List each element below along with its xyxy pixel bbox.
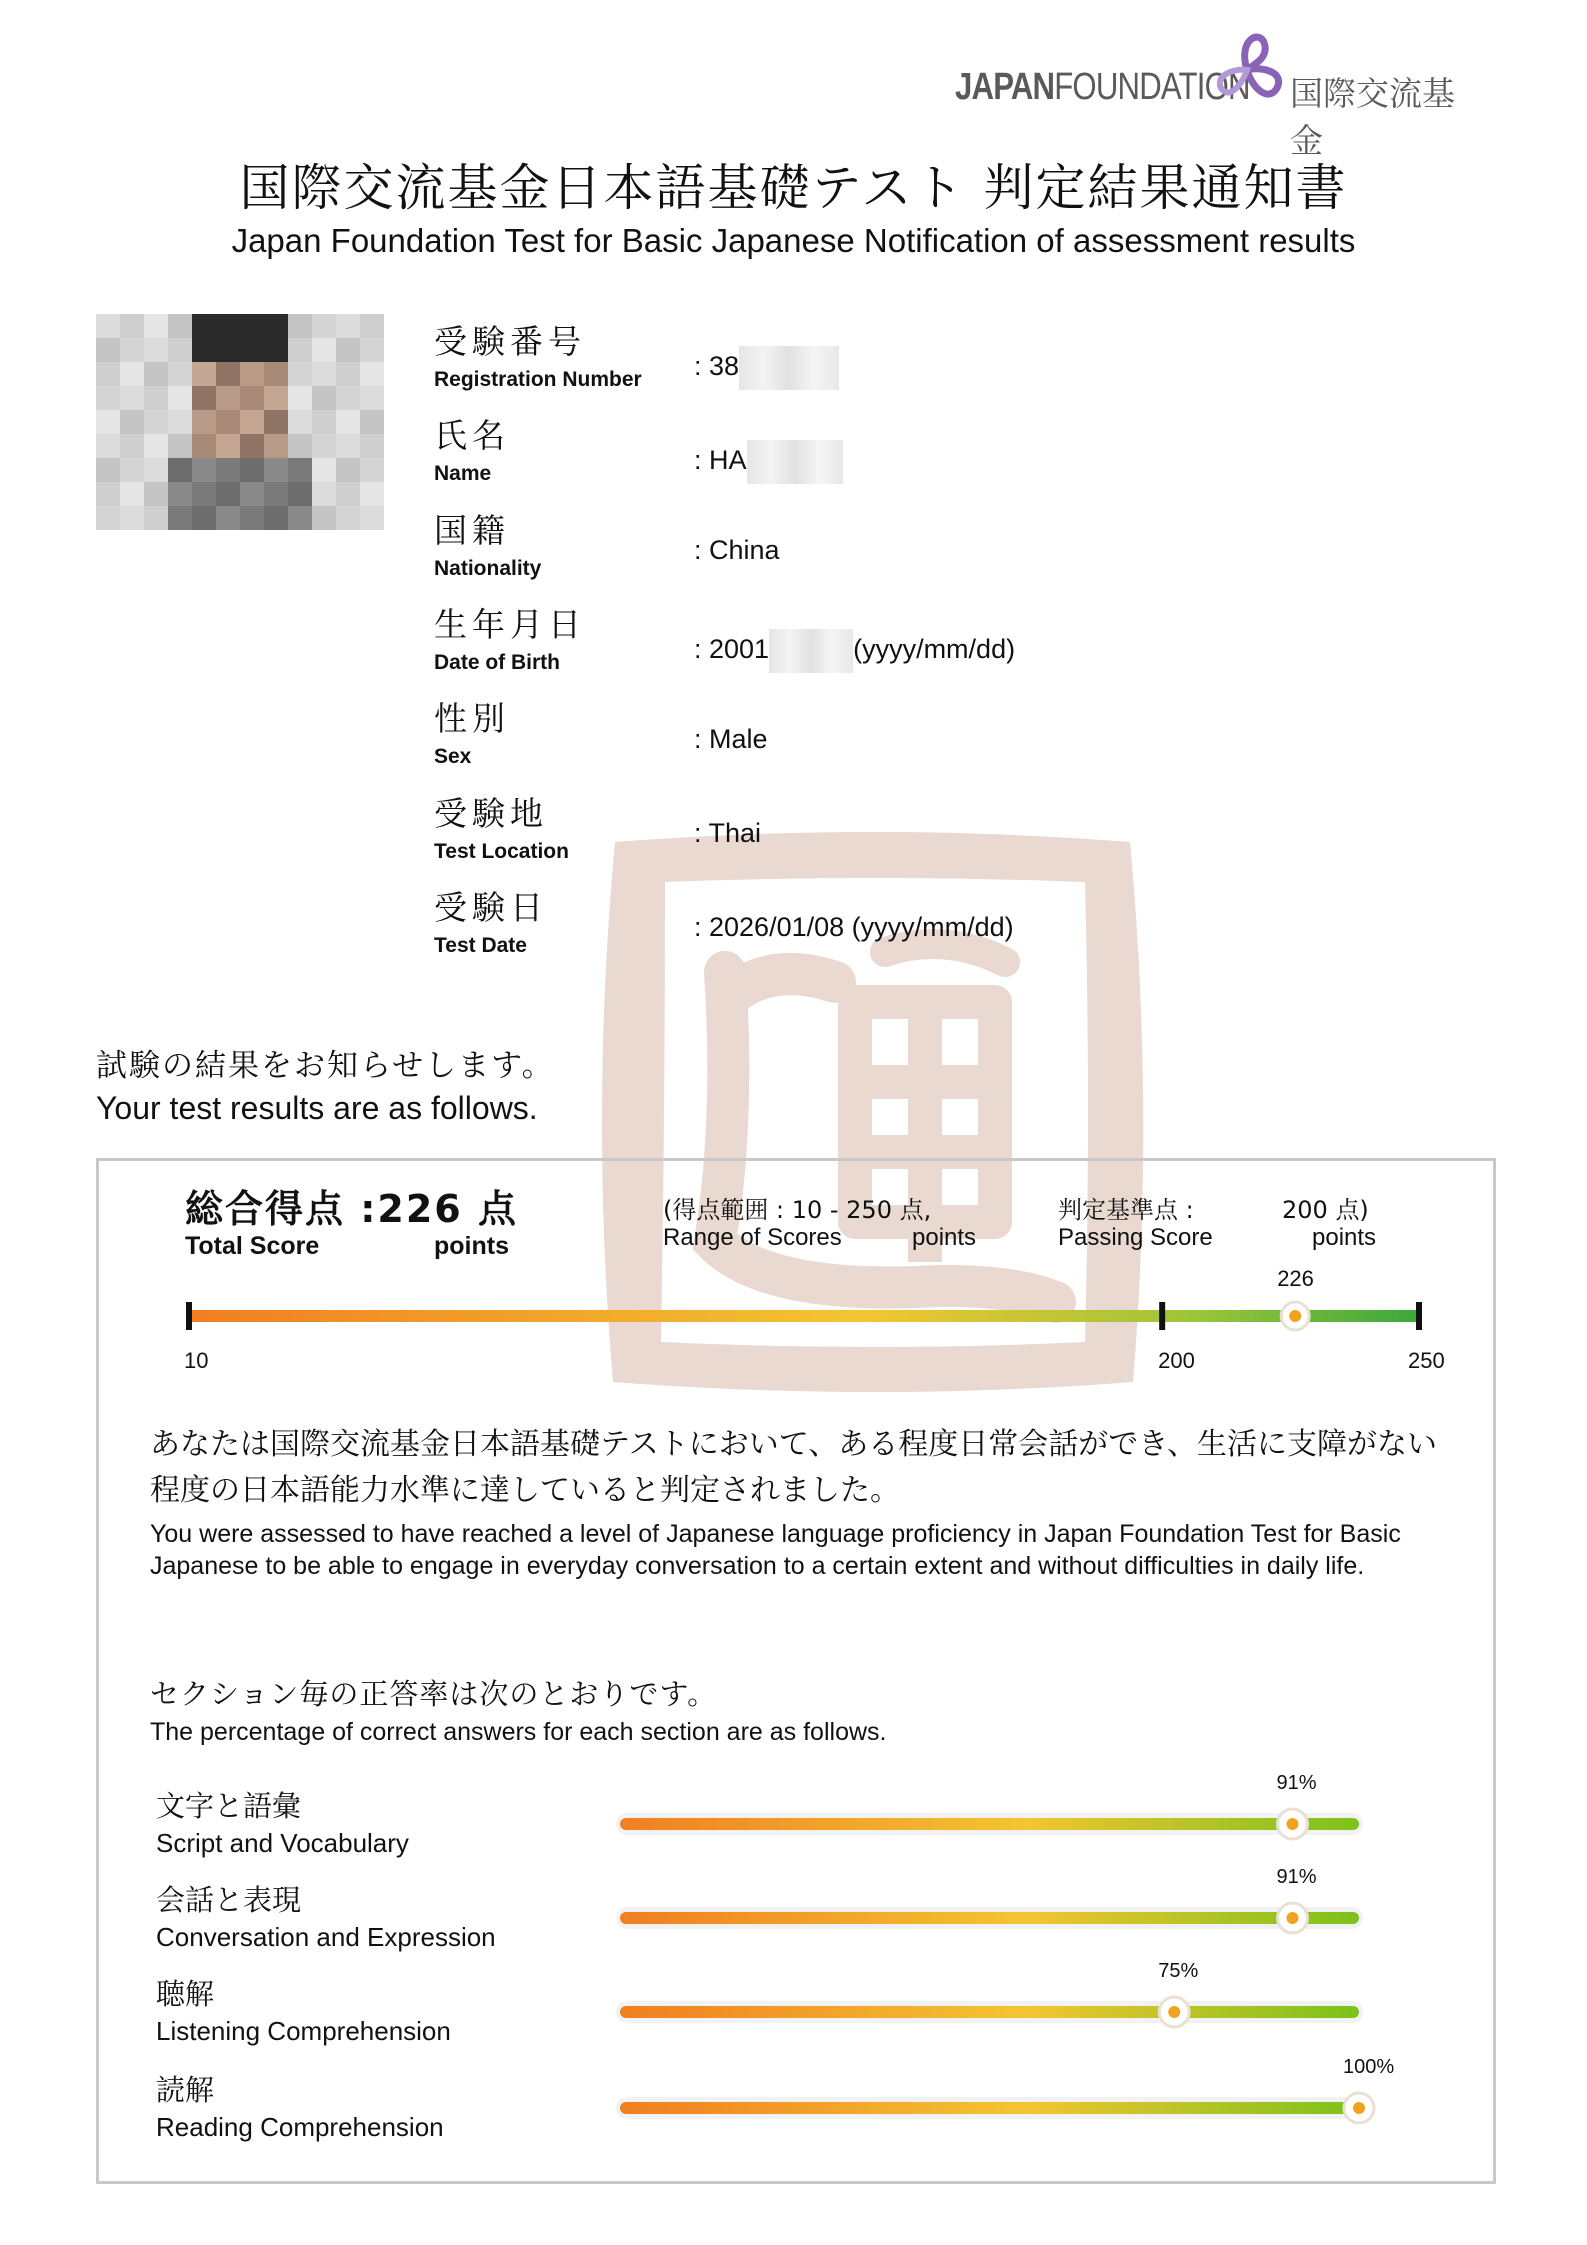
- photo-pixel: [216, 362, 240, 386]
- photo-pixel: [216, 338, 240, 362]
- photo-pixel: [312, 410, 336, 434]
- document-title-jp: 国際交流基金日本語基礎テスト 判定結果通知書: [239, 159, 1348, 217]
- photo-pixel: [216, 386, 240, 410]
- date-of-birth-label: 生年月日 Date of Birth: [434, 605, 586, 674]
- section-marker-dot: [1168, 2006, 1180, 2018]
- photo-pixel: [240, 338, 264, 362]
- photo-pixel: [168, 506, 192, 530]
- photo-pixel: [360, 458, 384, 482]
- photo-pixel: [240, 314, 264, 338]
- document-title-en: Japan Foundation Test for Basic Japanese Notification of assessment results: [231, 222, 1356, 259]
- results-intro-en: Your test results are as follows.: [96, 1090, 538, 1126]
- score-axis-pass: 200: [1158, 1348, 1195, 1373]
- photo-pixel: [216, 506, 240, 530]
- photo-pixel: [336, 482, 360, 506]
- test-location-label: 受験地 Test Location: [434, 794, 569, 863]
- photo-pixel: [288, 314, 312, 338]
- photo-pixel: [192, 314, 216, 338]
- name-value: : HA: [694, 440, 843, 484]
- name-label: 氏名 Name: [434, 416, 510, 485]
- section-percent-bar: [612, 2085, 1377, 2131]
- photo-pixel: [360, 386, 384, 410]
- range-of-scores-en: Range of Scores: [663, 1224, 842, 1251]
- photo-pixel: [336, 458, 360, 482]
- test-date-label: 受験日 Test Date: [434, 888, 548, 957]
- passing-score-value-jp: 200 点): [1282, 1196, 1369, 1224]
- photo-pixel: [120, 506, 144, 530]
- photo-pixel: [288, 338, 312, 362]
- photo-pixel: [216, 458, 240, 482]
- photo-pixel: [144, 458, 168, 482]
- photo-pixel: [192, 458, 216, 482]
- photo-pixel: [192, 434, 216, 458]
- photo-pixel: [264, 338, 288, 362]
- photo-pixel: [264, 410, 288, 434]
- photo-pixel: [360, 362, 384, 386]
- photo-pixel: [96, 410, 120, 434]
- logo-japanese: 国際交流基金: [1290, 74, 1455, 160]
- nationality-value: : China: [694, 535, 780, 565]
- photo-pixel: [288, 458, 312, 482]
- photo-pixel: [120, 338, 144, 362]
- photo-pixel: [96, 506, 120, 530]
- section-bar-fill: [620, 2102, 1359, 2114]
- photo-pixel: [288, 362, 312, 386]
- photo-pixel: [288, 410, 312, 434]
- total-score-jp: 総合得点 :226 点: [185, 1187, 518, 1231]
- photo-pixel: [144, 386, 168, 410]
- test-date-value: : 2026/01/08 (yyyy/mm/dd): [694, 912, 1014, 942]
- photo-pixel: [120, 434, 144, 458]
- photo-pixel: [336, 338, 360, 362]
- applicant-photo: [96, 308, 384, 530]
- registration-number-value: : 38: [694, 346, 839, 390]
- photo-pixel: [144, 338, 168, 362]
- section-marker-dot: [1286, 1818, 1298, 1830]
- photo-pixel: [264, 314, 288, 338]
- photo-pixel: [96, 338, 120, 362]
- section-marker-dot: [1286, 1912, 1298, 1924]
- photo-pixel: [336, 410, 360, 434]
- photo-pixel: [288, 434, 312, 458]
- photo-pixel: [96, 434, 120, 458]
- section-label: 文字と語彙 Script and Vocabulary: [156, 1789, 409, 1858]
- photo-pixel: [264, 386, 288, 410]
- photo-pixel: [264, 482, 288, 506]
- photo-pixel: [192, 362, 216, 386]
- section-percent-bar: [612, 1801, 1377, 1847]
- photo-pixel: [120, 482, 144, 506]
- photo-pixel: [192, 386, 216, 410]
- photo-pixel: [168, 410, 192, 434]
- section-label: 聴解 Listening Comprehension: [156, 1977, 451, 2046]
- photo-pixel: [216, 434, 240, 458]
- photo-pixel: [120, 362, 144, 386]
- total-score-marker-label: 226: [1277, 1266, 1314, 1291]
- score-axis-min: 10: [184, 1348, 209, 1373]
- photo-pixel: [360, 338, 384, 362]
- photo-pixel: [312, 458, 336, 482]
- assessment-text-jp: あなたは国際交流基金日本語基礎テストにおいて、ある程度日常会話ができ、生活に支障がない程度の日本語能力水準に達していると判定されました。: [150, 1427, 1437, 1508]
- section-marker-dot: [1353, 2102, 1365, 2114]
- passing-score-en: Passing Score: [1058, 1224, 1213, 1251]
- photo-pixel: [264, 458, 288, 482]
- photo-pixel: [216, 314, 240, 338]
- photo-pixel: [192, 338, 216, 362]
- photo-pixel: [288, 386, 312, 410]
- photo-pixel: [168, 434, 192, 458]
- photo-pixel: [96, 482, 120, 506]
- photo-pixel: [240, 458, 264, 482]
- photo-pixel: [312, 362, 336, 386]
- photo-pixel: [96, 386, 120, 410]
- photo-pixel: [264, 362, 288, 386]
- photo-pixel: [312, 482, 336, 506]
- section-bar-fill: [620, 1912, 1359, 1924]
- total-score-points-en: points: [434, 1232, 509, 1260]
- photo-pixel: [144, 434, 168, 458]
- photo-pixel: [144, 506, 168, 530]
- photo-pixel: [192, 482, 216, 506]
- section-percent-label: 100%: [1343, 2056, 1395, 2078]
- photo-pixel: [144, 362, 168, 386]
- photo-pixel: [336, 434, 360, 458]
- passing-points-en: points: [1312, 1224, 1377, 1251]
- photo-pixel: [144, 482, 168, 506]
- range-of-scores-jp: (得点範囲 : 10 - 250 点,: [663, 1196, 932, 1224]
- photo-pixel: [312, 506, 336, 530]
- photo-pixel: [336, 386, 360, 410]
- score-marker-dot: [1289, 1310, 1301, 1322]
- section-percent-label: 91%: [1276, 1866, 1317, 1888]
- photo-pixel: [144, 410, 168, 434]
- photo-pixel: [120, 386, 144, 410]
- score-bar-max-tick: [1416, 1302, 1422, 1330]
- butterfly-logo-icon: [1207, 28, 1287, 108]
- test-location-value: : Thai: [694, 818, 762, 848]
- photo-pixel: [264, 434, 288, 458]
- photo-pixel: [240, 482, 264, 506]
- total-score-en: Total Score: [185, 1232, 320, 1260]
- photo-pixel: [120, 458, 144, 482]
- photo-pixel: [120, 410, 144, 434]
- total-score-bar: [186, 1300, 1422, 1332]
- assessment-text-en: You were assessed to have reached a level of Japanese language proficiency in Japan Foundation Test for Basic Japanese to be able to engage in everyday conversation to a certain extent and without difficulties in daily life.: [150, 1520, 1401, 1580]
- score-bar-fill: [190, 1310, 1418, 1322]
- photo-pixel: [240, 506, 264, 530]
- photo-pixel: [120, 314, 144, 338]
- photo-pixel: [168, 338, 192, 362]
- photo-pixel: [96, 458, 120, 482]
- section-label: 会話と表現 Conversation and Expression: [156, 1883, 496, 1952]
- section-percent-bar: [612, 1895, 1377, 1941]
- score-bar-pass-tick: [1159, 1302, 1165, 1330]
- photo-pixel: [240, 410, 264, 434]
- section-bar-fill: [620, 2006, 1359, 2018]
- sections-intro-jp: セクション毎の正答率は次のとおりです。: [150, 1677, 718, 1711]
- section-label: 読解 Reading Comprehension: [156, 2073, 444, 2142]
- photo-pixel: [144, 314, 168, 338]
- photo-pixel: [168, 314, 192, 338]
- photo-pixel: [360, 410, 384, 434]
- photo-pixel: [360, 314, 384, 338]
- photo-pixel: [312, 338, 336, 362]
- photo-pixel: [264, 506, 288, 530]
- section-percent-label: 75%: [1158, 1960, 1199, 1982]
- photo-pixel: [168, 386, 192, 410]
- photo-pixel: [312, 434, 336, 458]
- results-intro-jp: 試験の結果をお知らせします。: [96, 1048, 555, 1084]
- date-of-birth-value: : 2001 (yyyy/mm/dd): [694, 629, 1015, 673]
- photo-pixel: [168, 362, 192, 386]
- score-axis-max: 250: [1408, 1348, 1445, 1373]
- photo-pixel: [336, 314, 360, 338]
- photo-pixel: [312, 314, 336, 338]
- photo-pixel: [360, 434, 384, 458]
- photo-pixel: [288, 506, 312, 530]
- photo-pixel: [336, 506, 360, 530]
- photo-pixel: [168, 458, 192, 482]
- sex-value: : Male: [694, 724, 768, 754]
- photo-pixel: [336, 362, 360, 386]
- photo-pixel: [240, 434, 264, 458]
- nationality-label: 国籍 Nationality: [434, 511, 542, 580]
- section-bar-fill: [620, 1818, 1359, 1830]
- logo-english: JAPANFOUNDATION: [955, 66, 1250, 108]
- photo-pixel: [216, 410, 240, 434]
- range-points-en: points: [912, 1224, 977, 1251]
- photo-pixel: [96, 314, 120, 338]
- photo-pixel: [240, 386, 264, 410]
- photo-pixel: [192, 506, 216, 530]
- section-percent-label: 91%: [1276, 1772, 1317, 1794]
- photo-pixel: [168, 482, 192, 506]
- registration-number-label: 受験番号 Registration Number: [434, 322, 642, 391]
- photo-pixel: [360, 482, 384, 506]
- passing-score-jp: 判定基準点 :: [1058, 1196, 1194, 1224]
- sex-label: 性別 Sex: [434, 699, 510, 768]
- japan-foundation-logo: [955, 28, 1485, 160]
- photo-pixel: [312, 386, 336, 410]
- photo-pixel: [360, 506, 384, 530]
- photo-pixel: [216, 482, 240, 506]
- score-bar-min-tick: [186, 1302, 192, 1330]
- sections-intro-en: The percentage of correct answers for each section are as follows.: [150, 1718, 887, 1746]
- photo-pixel: [96, 362, 120, 386]
- photo-pixel: [240, 362, 264, 386]
- photo-pixel: [192, 410, 216, 434]
- section-percent-bar: [612, 1989, 1377, 2035]
- photo-pixel: [288, 482, 312, 506]
